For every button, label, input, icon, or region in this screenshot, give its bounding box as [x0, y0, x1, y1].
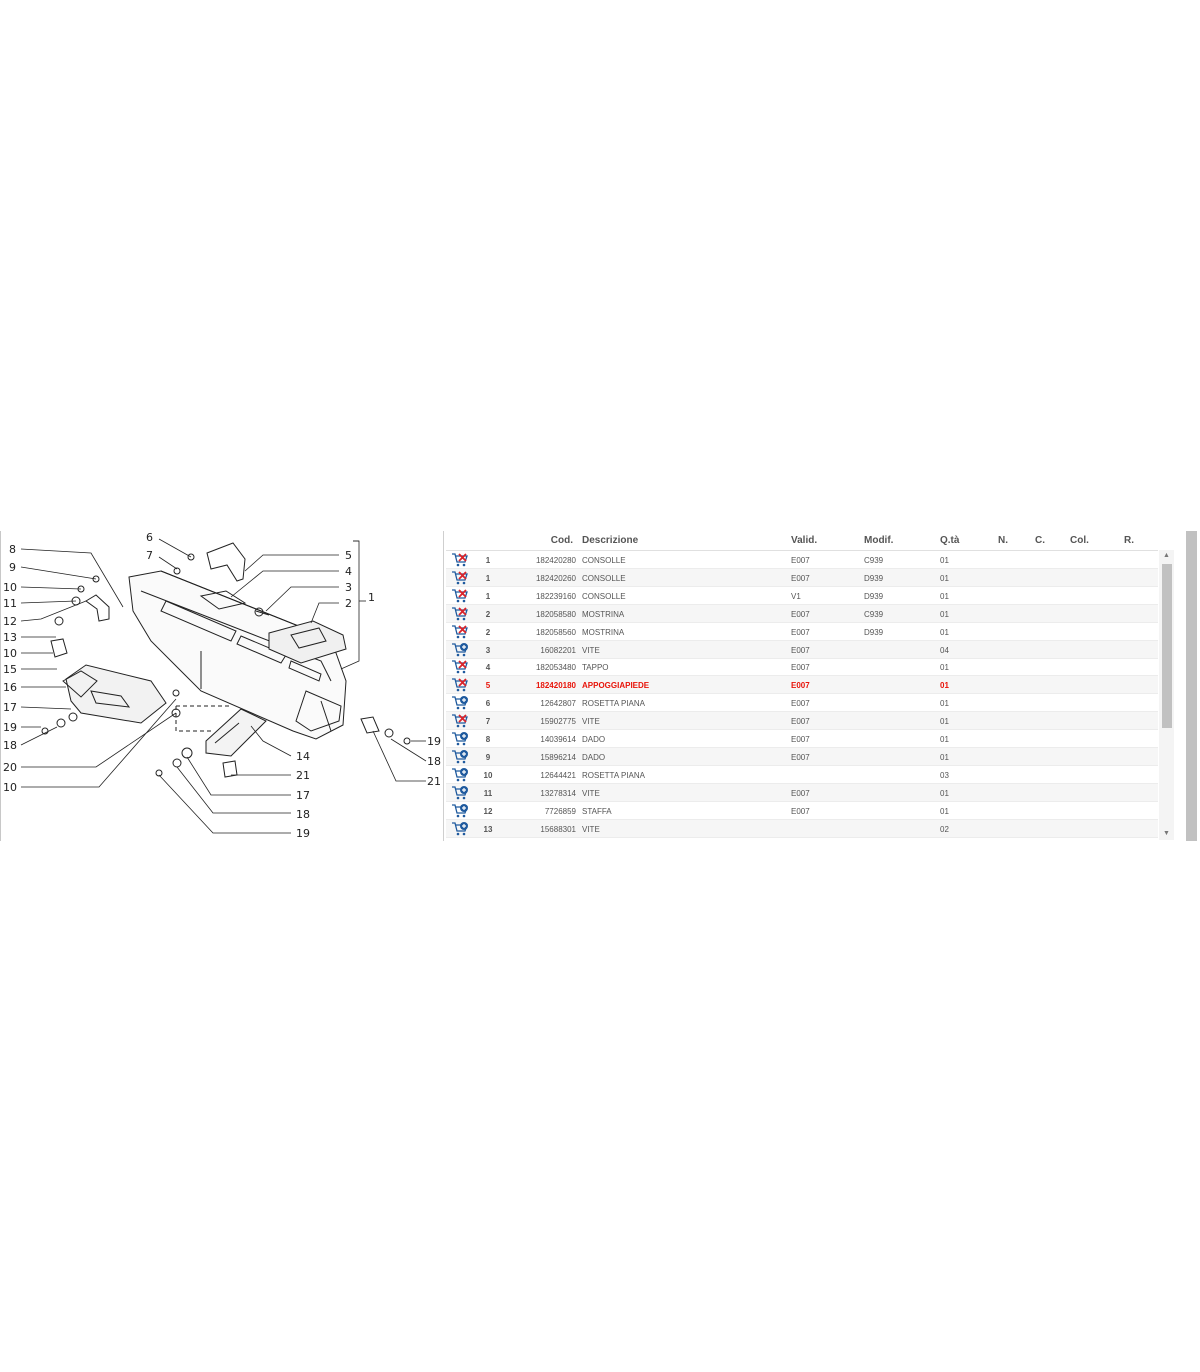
table-row[interactable] — [446, 641, 1158, 659]
remove-cart-icon[interactable] — [451, 624, 469, 639]
label-13: 13 — [3, 631, 17, 644]
row-num: 10 — [483, 770, 493, 780]
row-descrizione: ROSETTA PIANA — [582, 770, 645, 780]
label-21b: 21 — [427, 775, 441, 788]
header-valid[interactable]: Valid. — [791, 535, 818, 546]
row-descrizione: TAPPO — [582, 663, 609, 673]
row-qta: 01 — [940, 699, 949, 709]
row-cod: 182058580 — [535, 609, 576, 619]
header-descrizione[interactable]: Descrizione — [582, 535, 639, 546]
row-valid: E007 — [791, 717, 810, 727]
label-15: 15 — [3, 663, 17, 676]
table-row[interactable] — [446, 676, 1158, 694]
scrollbar-thumb[interactable] — [1162, 564, 1172, 728]
label-1: 1 — [368, 591, 375, 604]
parts-table — [446, 531, 1158, 841]
label-8: 8 — [9, 543, 16, 556]
table-row[interactable] — [446, 551, 1158, 569]
label-19b: 19 — [296, 827, 310, 840]
row-num: 5 — [485, 681, 491, 691]
row-valid: E007 — [791, 699, 810, 709]
row-qta: 01 — [940, 806, 949, 816]
label-21: 21 — [296, 769, 310, 782]
label-5: 5 — [345, 549, 352, 562]
label-12: 12 — [3, 615, 17, 628]
row-descrizione: CONSOLLE — [582, 556, 626, 565]
outer-scrollbar[interactable] — [1186, 531, 1197, 841]
row-valid: V1 — [791, 591, 801, 601]
row-descrizione: CONSOLLE — [582, 573, 626, 583]
row-valid: E007 — [791, 681, 810, 691]
table-row[interactable] — [446, 784, 1158, 802]
row-qta: 02 — [940, 824, 949, 834]
row-modif: D939 — [864, 591, 884, 601]
table-row[interactable] — [446, 766, 1158, 784]
table-row[interactable] — [446, 802, 1158, 820]
label-10c: 10 — [3, 781, 17, 794]
row-modif: C939 — [864, 556, 884, 565]
row-num: 9 — [485, 752, 491, 762]
label-19c: 19 — [427, 735, 441, 748]
add-cart-icon[interactable] — [451, 642, 469, 657]
label-4: 4 — [345, 565, 352, 578]
label-3: 3 — [345, 581, 352, 594]
label-9: 9 — [9, 561, 16, 574]
header-qta[interactable]: Q.tà — [940, 535, 960, 546]
row-num: 6 — [485, 699, 491, 709]
header-modif[interactable]: Modif. — [864, 535, 894, 546]
row-modif: D939 — [864, 627, 884, 637]
row-num: 2 — [485, 609, 491, 619]
row-qta: 01 — [940, 663, 949, 673]
label-18c: 18 — [427, 755, 441, 768]
table-row[interactable] — [446, 569, 1158, 587]
row-valid: E007 — [791, 556, 810, 565]
row-descrizione: VITE — [582, 824, 600, 834]
label-19: 19 — [3, 721, 17, 734]
table-row[interactable] — [446, 730, 1158, 748]
row-num: 12 — [483, 806, 493, 816]
row-qta: 01 — [940, 735, 949, 744]
part-tappo — [207, 543, 245, 581]
row-num: 3 — [485, 645, 491, 655]
row-valid: E007 — [791, 627, 810, 637]
row-modif: C939 — [864, 609, 884, 619]
table-scrollbar[interactable] — [1159, 550, 1174, 840]
row-cod: 12644421 — [540, 770, 576, 780]
label-20: 20 — [3, 761, 17, 774]
add-cart-icon[interactable] — [451, 695, 469, 710]
row-valid: E007 — [791, 609, 810, 619]
row-qta: 01 — [940, 717, 949, 727]
row-descrizione: VITE — [582, 788, 600, 798]
scroll-up-icon[interactable]: ▲ — [1163, 552, 1170, 559]
row-cod: 182058560 — [535, 627, 576, 637]
add-cart-icon[interactable] — [451, 785, 469, 800]
row-valid: E007 — [791, 752, 810, 762]
row-cod: 12642807 — [540, 699, 576, 709]
row-cod: 15896214 — [540, 752, 576, 762]
add-cart-icon[interactable] — [451, 767, 469, 782]
row-qta: 01 — [940, 591, 949, 601]
remove-cart-icon[interactable] — [451, 606, 469, 621]
row-valid: E007 — [791, 806, 810, 816]
table-row[interactable] — [446, 820, 1158, 838]
row-cod: 7726859 — [544, 806, 576, 816]
label-14: 14 — [296, 750, 310, 763]
row-qta: 01 — [940, 788, 949, 798]
row-qta: 01 — [940, 752, 949, 762]
row-descrizione: DADO — [582, 735, 606, 744]
row-descrizione: VITE — [582, 645, 600, 655]
remove-cart-icon[interactable] — [451, 659, 469, 674]
row-cod: 15688301 — [540, 824, 576, 834]
row-descrizione: MOSTRINA — [582, 609, 625, 619]
row-cod: 182420260 — [535, 573, 576, 583]
remove-cart-icon[interactable] — [451, 570, 469, 585]
exploded-parts-diagram — [0, 531, 441, 841]
remove-cart-icon[interactable] — [451, 713, 469, 728]
header-cod[interactable]: Cod. — [550, 535, 573, 546]
table-header — [446, 531, 1158, 551]
label-16: 16 — [3, 681, 17, 694]
row-num: 1 — [485, 556, 491, 565]
row-descrizione: CONSOLLE — [582, 591, 626, 601]
header-r[interactable]: R. — [1124, 535, 1134, 546]
add-cart-icon[interactable] — [451, 731, 469, 746]
remove-cart-icon[interactable] — [451, 552, 469, 567]
table-row[interactable] — [446, 748, 1158, 766]
row-num: 1 — [485, 573, 491, 583]
label-7: 7 — [146, 549, 153, 562]
panel-divider — [443, 531, 444, 841]
row-cod: 182239160 — [535, 591, 576, 601]
row-valid: E007 — [791, 645, 810, 655]
row-num: 8 — [485, 735, 491, 744]
remove-cart-icon[interactable] — [451, 677, 469, 692]
row-qta: 01 — [940, 573, 949, 583]
row-descrizione: ROSETTA PIANA — [582, 699, 645, 709]
row-cod: 182053480 — [535, 663, 576, 673]
part-support — [66, 665, 166, 723]
row-cod: 15902775 — [540, 717, 576, 727]
row-descrizione: MOSTRINA — [582, 627, 625, 637]
row-descrizione: STAFFA — [582, 806, 612, 816]
row-num: 7 — [485, 717, 491, 727]
label-10a: 10 — [3, 581, 17, 594]
row-descrizione: DADO — [582, 752, 606, 762]
row-qta: 01 — [940, 681, 949, 691]
row-valid: E007 — [791, 788, 810, 798]
row-valid: E007 — [791, 573, 810, 583]
label-2: 2 — [345, 597, 352, 610]
label-6: 6 — [146, 531, 153, 544]
row-qta: 03 — [940, 770, 949, 780]
row-num: 13 — [483, 824, 493, 834]
label-18b: 18 — [296, 808, 310, 821]
row-cod: 16082201 — [540, 645, 576, 655]
label-17b: 17 — [296, 789, 310, 802]
table-row[interactable] — [446, 587, 1158, 605]
part-footrest — [206, 709, 266, 756]
row-cod: 182420180 — [535, 681, 576, 691]
label-10b: 10 — [3, 647, 17, 660]
header-col[interactable]: Col. — [1070, 535, 1089, 546]
row-num: 11 — [483, 788, 493, 798]
row-valid: E007 — [791, 735, 810, 744]
label-18: 18 — [3, 739, 17, 752]
row-cod: 182420280 — [535, 556, 576, 565]
table-row[interactable] — [446, 605, 1158, 623]
label-11: 11 — [3, 597, 17, 610]
add-cart-icon[interactable] — [451, 821, 469, 836]
row-qta: 01 — [940, 556, 949, 565]
row-qta: 04 — [940, 645, 949, 655]
row-valid: E007 — [791, 663, 810, 673]
row-modif: D939 — [864, 573, 884, 583]
add-cart-icon[interactable] — [451, 803, 469, 818]
remove-cart-icon[interactable] — [451, 588, 469, 603]
row-num: 1 — [485, 591, 491, 601]
row-qta: 01 — [940, 609, 949, 619]
table-row[interactable] — [446, 694, 1158, 712]
row-descrizione: APPOGGIAPIEDE — [582, 681, 650, 691]
add-cart-icon[interactable] — [451, 749, 469, 764]
row-cod: 13278314 — [540, 788, 576, 798]
row-qta: 01 — [940, 627, 949, 637]
row-cod: 14039614 — [540, 735, 576, 744]
scroll-down-icon[interactable]: ▼ — [1163, 830, 1170, 837]
row-num: 2 — [485, 627, 491, 637]
label-17: 17 — [3, 701, 17, 714]
header-c[interactable]: C. — [1035, 535, 1045, 546]
diagram-svg — [1, 531, 441, 841]
table-row[interactable] — [446, 658, 1158, 676]
row-descrizione: VITE — [582, 717, 600, 727]
row-num: 4 — [485, 663, 491, 673]
table-row[interactable] — [446, 712, 1158, 730]
parts-panel — [0, 531, 1200, 841]
header-n[interactable]: N. — [998, 535, 1008, 546]
table-row[interactable] — [446, 623, 1158, 641]
